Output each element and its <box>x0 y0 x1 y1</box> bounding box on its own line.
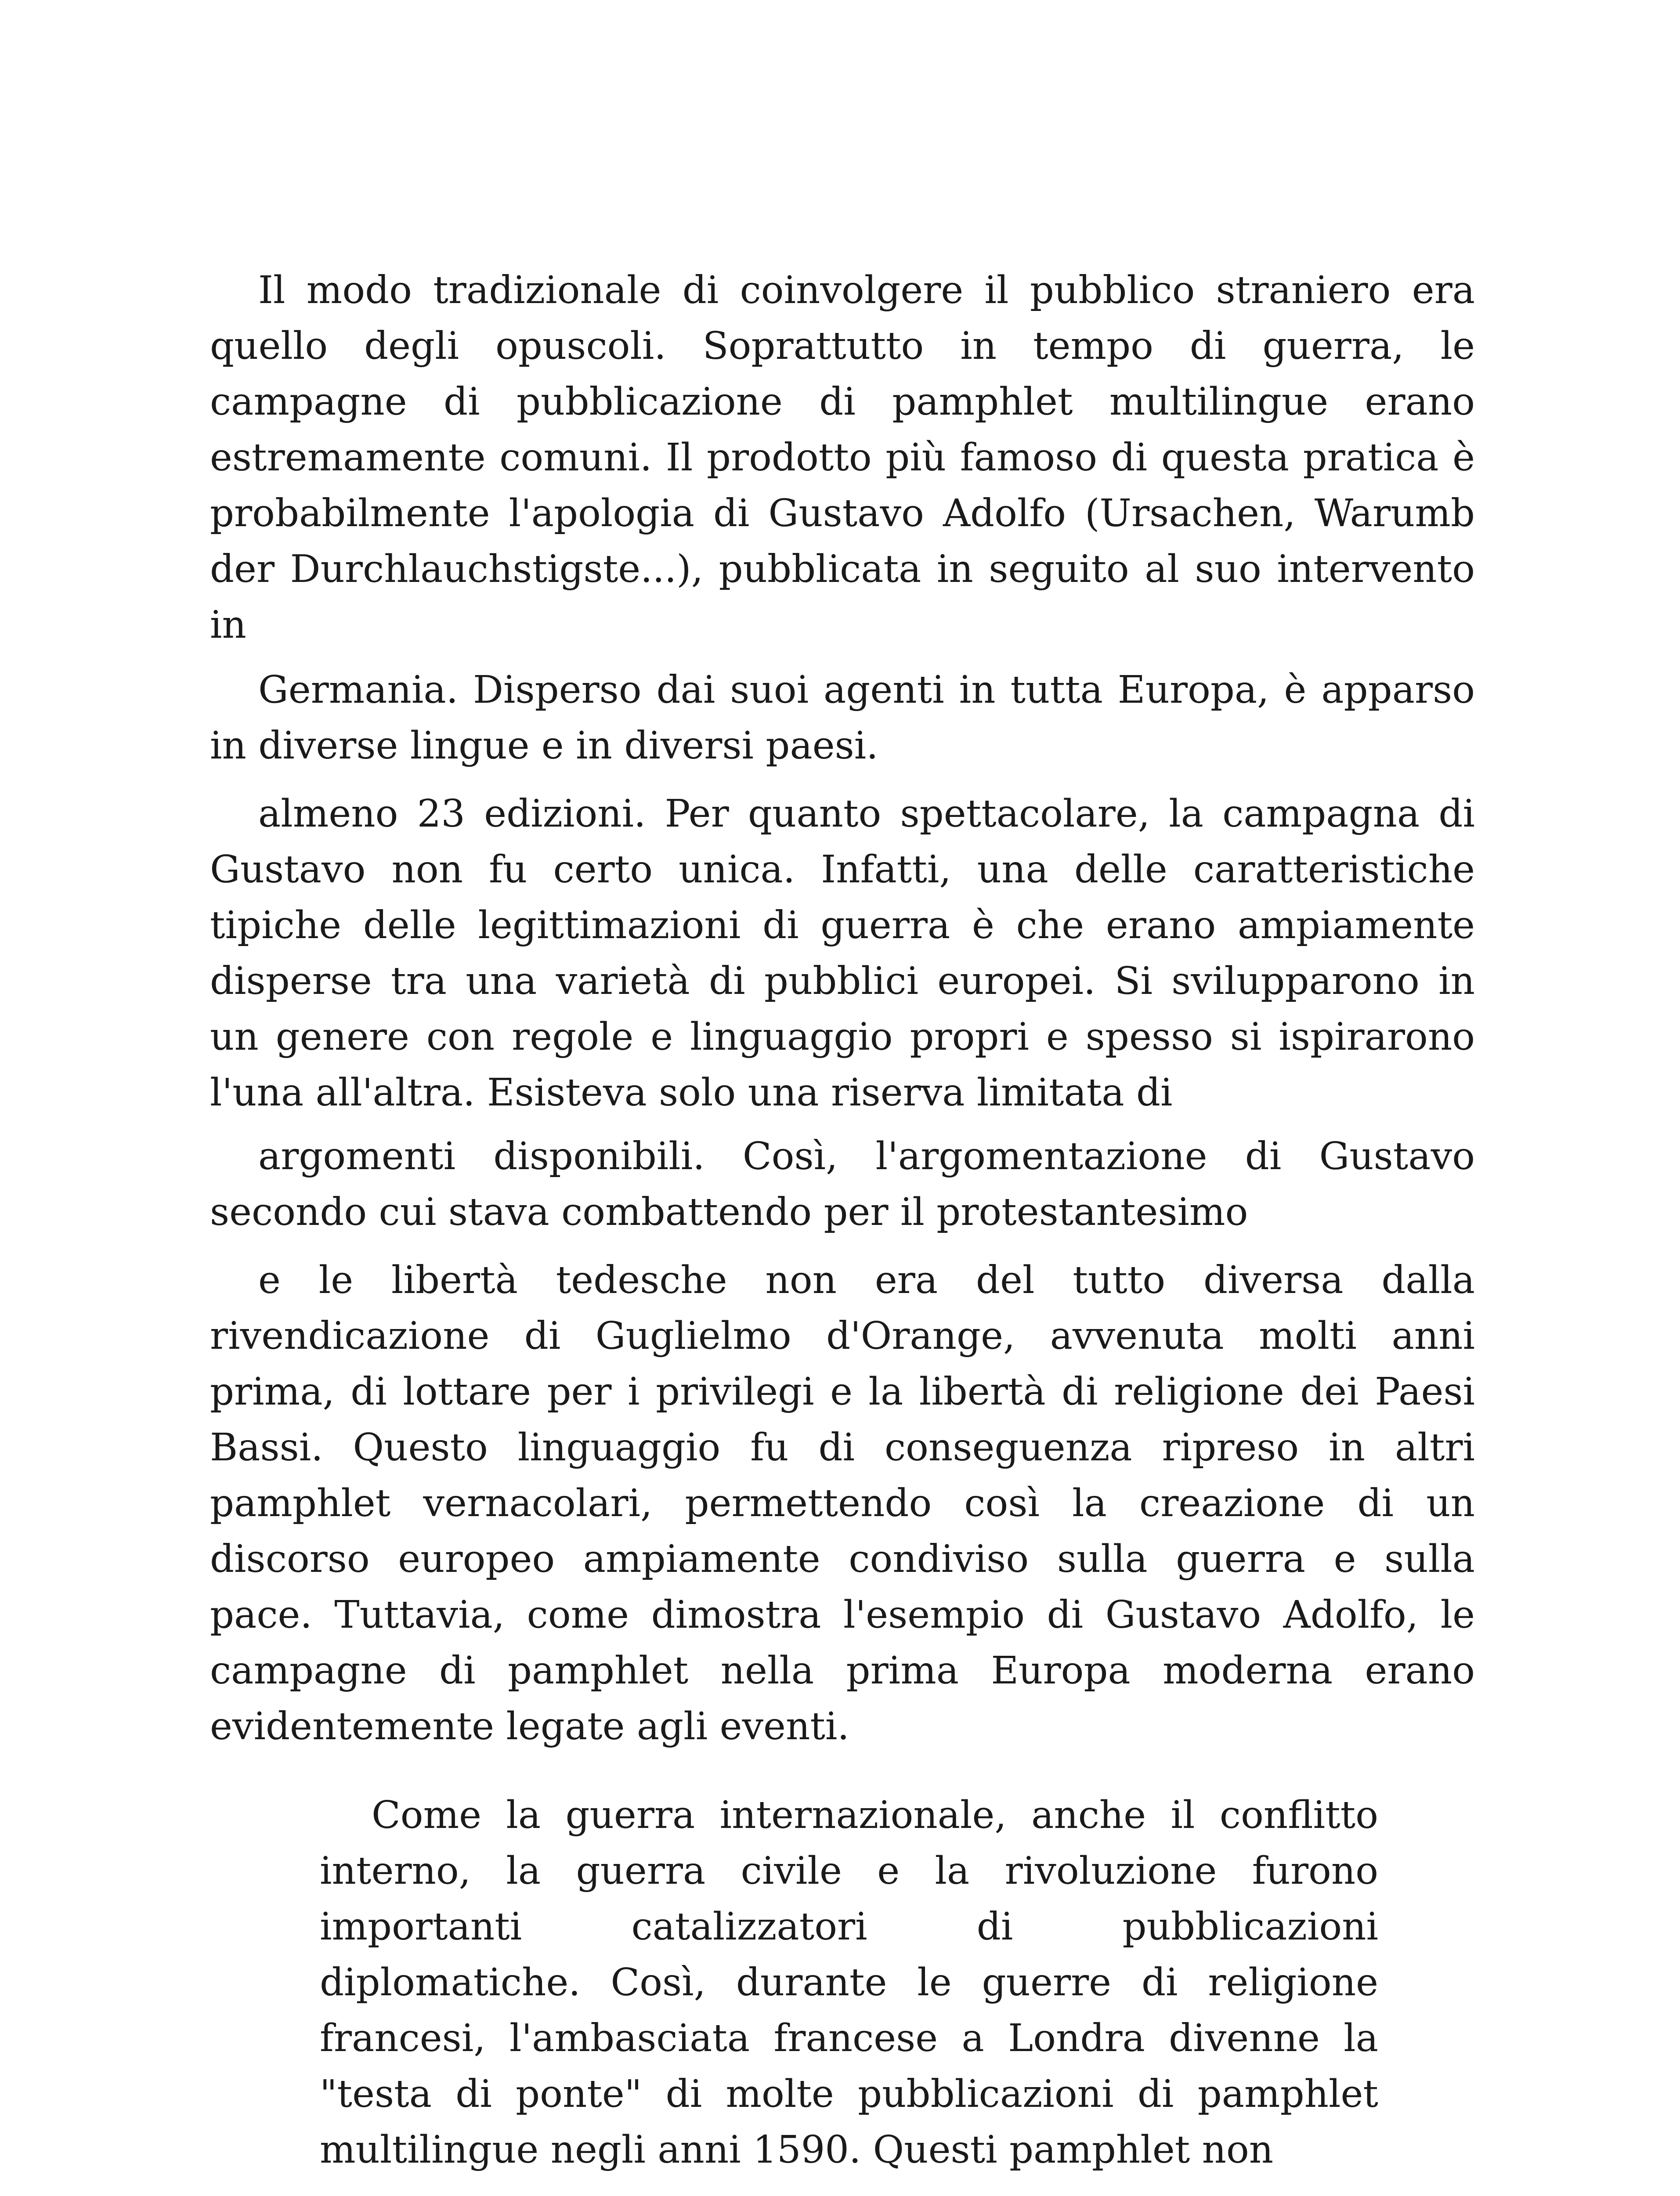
text-line: Come la guerra internazionale, anche il conflitto <box>372 1793 1378 1837</box>
text-line: secondo cui stava combattendo per il protestantesimo <box>210 1190 1248 1234</box>
text-line: un genere con regole e linguaggio propri e spesso si ispirarono <box>210 1015 1475 1059</box>
text-line: discorso europeo ampiamente condiviso sulla guerra e sulla <box>210 1537 1475 1581</box>
text-line: l'una all'altra. Esisteva solo una riserva limitata di <box>210 1071 1173 1115</box>
text-line: tipiche delle legittimazioni di guerra è che erano ampiamente <box>210 903 1475 947</box>
paragraph-4 <box>210 1129 1475 1240</box>
text-line: Germania. Disperso dai suoi agenti in tutta Europa, è apparso <box>258 668 1475 712</box>
text-line: importanti catalizzatori di pubblicazioni <box>320 1905 1378 1949</box>
text-line: prima, di lottare per i privilegi e la libertà di religione dei Paesi <box>210 1370 1475 1414</box>
text-line: campagne di pubblicazione di pamphlet multilingue erano <box>210 380 1475 424</box>
text-line: Bassi. Questo linguaggio fu di conseguenza ripreso in altri <box>210 1426 1475 1470</box>
text-line: e le libertà tedesche non era del tutto diversa dalla <box>258 1258 1475 1302</box>
paragraph-2 <box>210 662 1475 774</box>
text-line: campagne di pamphlet nella prima Europa moderna erano <box>210 1649 1475 1693</box>
text-line: probabilmente l'apologia di Gustavo Adolfo (Ursachen, Warumb <box>210 491 1475 535</box>
text-line: quello degli opuscoli. Soprattutto in tempo di guerra, le <box>210 324 1475 368</box>
text-line: francesi, l'ambasciata francese a Londra divenne la <box>320 2016 1378 2060</box>
text-line: disperse tra una varietà di pubblici europei. Si svilupparono in <box>210 959 1475 1003</box>
text-line: "testa di ponte" di molte pubblicazioni di pamphlet <box>320 2072 1378 2116</box>
paragraph-5 <box>210 1253 1475 1755</box>
text-line: rivendicazione di Guglielmo d'Orange, avvenuta molti anni <box>210 1314 1475 1358</box>
paragraph-6 <box>320 1788 1378 2178</box>
text-line: pace. Tuttavia, come dimostra l'esempio di Gustavo Adolfo, le <box>210 1593 1475 1637</box>
text-line: interno, la guerra civile e la rivoluzione furono <box>320 1849 1378 1893</box>
text-line: almeno 23 edizioni. Per quanto spettacolare, la campagna di <box>258 792 1475 836</box>
text-line: pamphlet vernacolari, permettendo così la creazione di un <box>210 1481 1475 1525</box>
text-line: evidentemente legate agli eventi. <box>210 1705 849 1748</box>
text-line: diplomatiche. Così, durante le guerre di religione <box>320 1961 1378 2005</box>
paragraph-3 <box>210 786 1475 1121</box>
text-line: argomenti disponibili. Così, l'argomentazione di Gustavo <box>258 1134 1475 1178</box>
text-line: in <box>210 603 246 647</box>
paragraph-1 <box>210 263 1475 653</box>
text-line: der Durchlauchstigste...), pubblicata in seguito al suo intervento <box>210 547 1475 591</box>
text-line: in diverse lingue e in diversi paesi. <box>210 724 878 768</box>
text-line: Il modo tradizionale di coinvolgere il pubblico straniero era <box>258 268 1475 312</box>
text-line: Gustavo non fu certo unica. Infatti, una delle caratteristiche <box>210 848 1475 892</box>
text-line: multilingue negli anni 1590. Questi pamphlet non <box>320 2128 1274 2172</box>
text-line: estremamente comuni. Il prodotto più famoso di questa pratica è <box>210 436 1475 480</box>
